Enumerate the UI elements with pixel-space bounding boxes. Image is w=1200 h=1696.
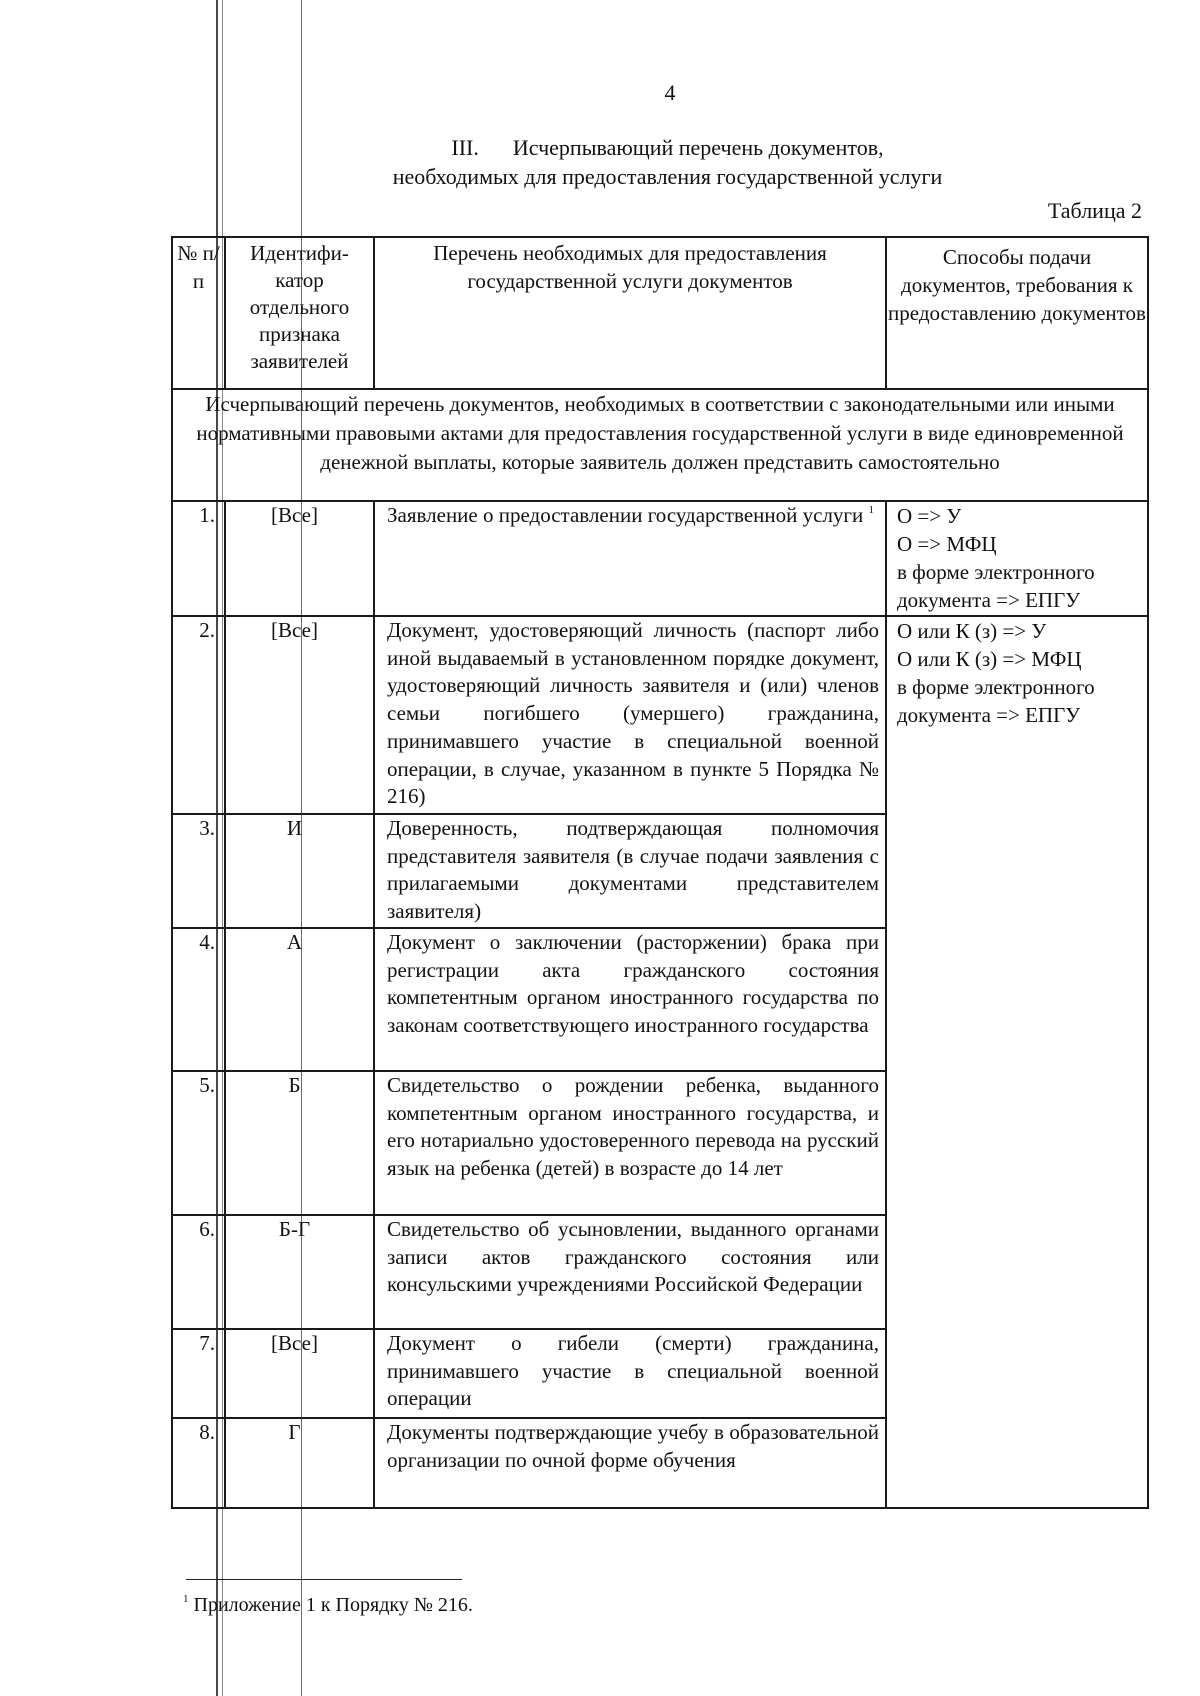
row-num: 3. bbox=[172, 814, 225, 928]
row-identifier: И bbox=[225, 814, 374, 928]
footnote-divider bbox=[186, 1579, 462, 1580]
row-document: Свидетельство о рождении ребенка, выданного компетентным органом иностранного государства, и его нотариально удостоверенного перевода на русский язык на ребенка (детей) в возрасте до 14 лет bbox=[374, 1071, 886, 1215]
row-submission-empty bbox=[886, 1329, 1148, 1418]
row-num: 5. bbox=[172, 1071, 225, 1215]
footnote-text: Приложение 1 к Порядку № 216. bbox=[193, 1594, 473, 1616]
row-num: 6. bbox=[172, 1215, 225, 1329]
row-submission-empty bbox=[886, 1418, 1148, 1508]
documents-table bbox=[171, 236, 1149, 1509]
table-row bbox=[172, 616, 1148, 814]
row-identifier: А bbox=[225, 928, 374, 1071]
row-submission-empty bbox=[886, 814, 1148, 928]
row-document: Документ, удостоверяющий личность (паспорт либо иной выдаваемый в установленном порядке документ, удостоверяющий личность заявителя и (или) членов семьи погибшего (умершего) гражданина, принимавшего участие в специальной военной операции, в случае, указанном в пункте 5 Порядка № 216) bbox=[374, 616, 886, 814]
submission-line: О => У bbox=[897, 504, 962, 528]
row-document bbox=[374, 501, 886, 616]
footnote-mark: 1 bbox=[183, 1593, 189, 1605]
submission-line: О или К (з) => У bbox=[897, 619, 1047, 643]
row-document: Документ о заключении (расторжении) брака при регистрации акта гражданского состояния компетентным органом иностранного государства по законам соответствующего иностранного государства bbox=[374, 928, 886, 1071]
row-submission-empty bbox=[886, 928, 1148, 1071]
row-document: Свидетельство об усыновлении, выданного органами записи актов гражданского состояния или консульскими учреждениями Российской Федерации bbox=[374, 1215, 886, 1329]
row-identifier: [Все] bbox=[225, 1329, 374, 1418]
section-number: III. bbox=[451, 135, 479, 160]
footnote bbox=[183, 1594, 473, 1617]
row-document-text: Заявление о предоставлении государственной услуги bbox=[387, 503, 864, 527]
table-row bbox=[172, 1071, 1148, 1215]
section-title-line-2: необходимых для предоставления государственной услуги bbox=[392, 164, 943, 189]
row-submission-empty bbox=[886, 1071, 1148, 1215]
submission-line: в форме электронного bbox=[897, 560, 1095, 584]
section-row-text: Исчерпывающий перечень документов, необходимых в соответствии с законодательными или иными нормативными правовыми актами для предоставления государственной услуги в виде единовременной денежной выплаты, которые заявитель должен представить самостоятельно bbox=[172, 389, 1148, 501]
row-num: 7. bbox=[172, 1329, 225, 1418]
page-number: 4 bbox=[664, 80, 676, 105]
table-label: Таблица 2 bbox=[1047, 198, 1142, 223]
row-submission bbox=[886, 616, 1148, 814]
submission-line: О => МФЦ bbox=[897, 532, 997, 556]
section-row bbox=[172, 389, 1148, 501]
row-num: 2. bbox=[172, 616, 225, 814]
row-document: Доверенность, подтверждающая полномочия представителя заявителя (в случае подачи заявления с прилагаемыми документами представителем заявителя) bbox=[374, 814, 886, 928]
row-document: Документ о гибели (смерти) гражданина, принимавшего участие в специальной военной операции bbox=[374, 1329, 886, 1418]
row-num: 4. bbox=[172, 928, 225, 1071]
submission-line: О или К (з) => МФЦ bbox=[897, 647, 1082, 671]
row-num: 8. bbox=[172, 1418, 225, 1508]
row-document: Документы подтверждающие учебу в образовательной организации по очной форме обучения bbox=[374, 1418, 886, 1508]
row-num: 1. bbox=[172, 501, 225, 616]
table-row bbox=[172, 1329, 1148, 1418]
header-documents: Перечень необходимых для предоставления государственной услуги документов bbox=[374, 237, 886, 389]
header-identifier: Идентифи-катор отдельного признака заявителей bbox=[225, 237, 374, 389]
row-identifier: Г bbox=[225, 1418, 374, 1508]
table-row bbox=[172, 1215, 1148, 1329]
row-submission bbox=[886, 501, 1148, 616]
table-row bbox=[172, 501, 1148, 616]
row-submission-empty bbox=[886, 1215, 1148, 1329]
header-submission: Способы подачи документов, требования к предоставлению документов bbox=[886, 237, 1148, 389]
table-row bbox=[172, 1418, 1148, 1508]
row-identifier: [Все] bbox=[225, 616, 374, 814]
footnote-ref: 1 bbox=[868, 504, 875, 516]
section-title bbox=[0, 133, 1200, 191]
submission-line: документа => ЕПГУ bbox=[897, 703, 1081, 727]
row-identifier: [Все] bbox=[225, 501, 374, 616]
table-row bbox=[172, 814, 1148, 928]
submission-line: в форме электронного bbox=[897, 675, 1095, 699]
header-num: № п/п bbox=[172, 237, 225, 389]
submission-line: документа => ЕПГУ bbox=[897, 588, 1081, 612]
row-identifier: Б bbox=[225, 1071, 374, 1215]
table-header-row bbox=[172, 237, 1148, 389]
row-identifier: Б-Г bbox=[225, 1215, 374, 1329]
section-title-line-1: Исчерпывающий перечень документов, bbox=[512, 135, 884, 160]
table-row bbox=[172, 928, 1148, 1071]
